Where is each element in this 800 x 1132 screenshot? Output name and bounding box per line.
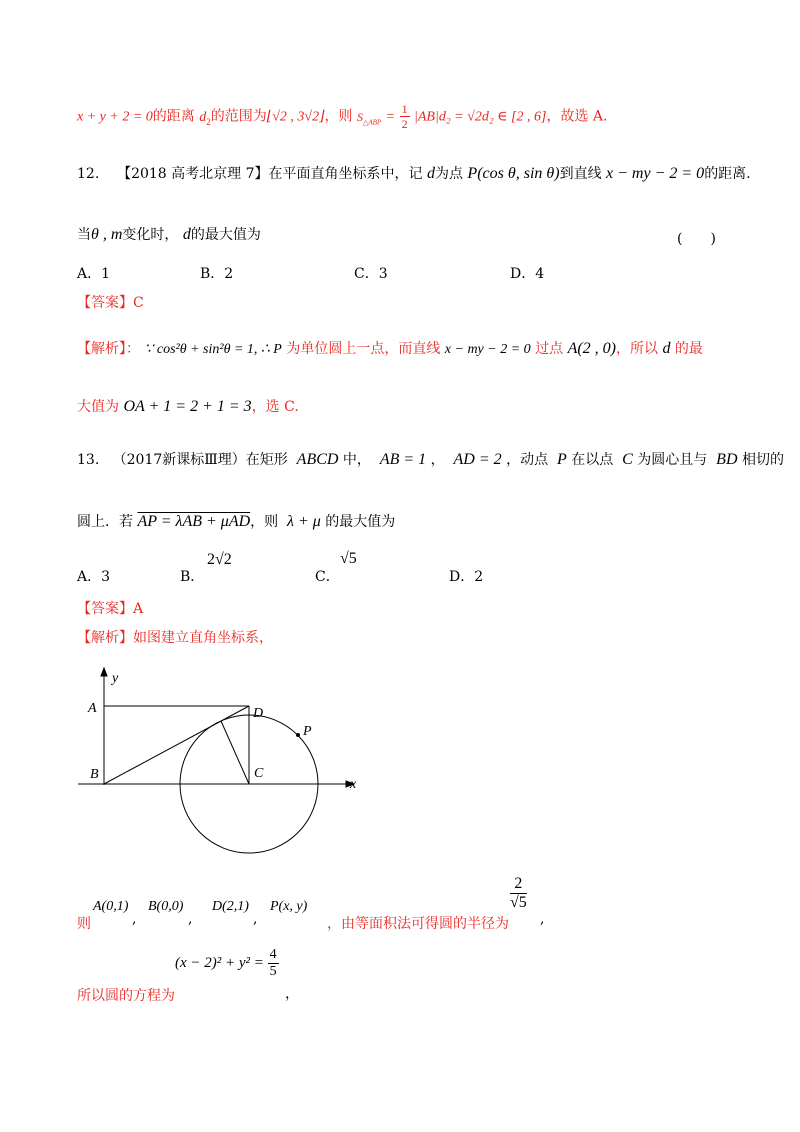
label-d: D [253,706,264,721]
then-label: 则 [77,916,91,932]
q13-option-d: D．2 [449,569,484,585]
var-d2: $d_2$ [199,109,211,127]
range: ⌊√2 , 3√2⌋ [266,109,325,125]
q12-analysis-line1: 【解析】： ∵ cos²θ + sin²θ = 1, ∴ P 为单位圆上一点，而直线 x − my − 2 = 0 过点 A(2 , 0)，所以 d 的最 [77,340,703,357]
q12-option-d: D．4 [510,266,545,282]
q12-analysis-line2: 大值为 OA + 1 = 2 + 1 = 3，选 C. [77,398,299,415]
q13-line1: 13. （2017新课标Ⅲ理）在矩形 ABCD 中， AB = 1 ， AD = 2 ，动点 P 在以点 C 为圆心且与 BD 相切的 [77,451,784,468]
area-expression: |AB|d₂ = √2d₂ ∈ [2 , 6] [414,109,547,125]
q13-option-c-value: √5 [340,550,357,567]
label-y: y [112,671,119,686]
question-source: 【2018 高考北京理 7】 [117,166,269,182]
label-c: C [254,766,264,781]
label-b: B [90,767,99,782]
prev-solution-line: x + y + 2 = 0的距离 $d_2$的范围为⌊√2 , 3√2⌋，则 $S_{\triangle ABP}$ = $\frac{1}{2}$ |AB|d₂ = √2d₂ ∈ [2 , 6]，故选 A. [77,102,608,131]
label-x: x [350,777,357,792]
coord-a: A(0,1) [93,899,129,914]
vector-equation: AP = λAB + μAD [137,513,251,530]
q13-option-a: A．3 [77,569,111,585]
q12-line2: 当θ , m变化时， d的最大值为 [77,226,261,243]
q13-option-c: C． [315,569,340,585]
question-source: （2017新课标Ⅲ理） [112,452,246,468]
formula-line-eq: x + y + 2 = 0 [77,109,153,125]
text: 的距离 [152,108,195,125]
question-number: 12. [77,166,100,182]
coord-p: P(x, y) [270,899,308,914]
coord-b: B(0,0) [148,899,184,914]
q13-analysis: 【解析】如图建立直角坐标系， [77,630,273,646]
radius-fraction: $\frac{2}{√5}$ [510,875,527,911]
q12-answer: 【答案】C [77,295,144,311]
label-p: P [303,724,312,739]
text: ，故选 A. [546,108,608,125]
radius-text: ，由等面积法可得圆的半径为 [327,916,509,932]
point-p: P(cos θ, sin θ) [467,165,560,182]
half-fraction: $\frac{1}{2}$ [401,102,408,131]
coordinate-figure [0,660,800,860]
q12-option-c: C．3 [354,266,388,282]
text: 的范围为 [210,108,267,125]
label-a: A [88,701,97,716]
q13-option-b-value: 2√2 [207,551,232,568]
q13-answer: 【答案】A [77,601,144,617]
q12-option-b: B．2 [200,266,234,282]
coord-d: D(2,1) [212,899,249,914]
q13-option-b: B． [180,569,205,585]
q13-line2: 圆上．若 AP = λAB + μAD，则 λ + μ 的最大值为 [77,513,396,530]
text: ，则 [324,108,353,125]
line-equation: x − my − 2 = 0 [606,165,705,182]
area-symbol: $S_{\triangle ABP}$ [356,109,382,126]
circle-equation: (x − 2)² + y² = $\frac{4}{5}$ [175,947,277,979]
q12-line1: 12. 【2018 高考北京理 7】在平面直角坐标系中，记 d为点 P(cos θ, sin θ)到直线 x − my − 2 = 0的距离. [77,165,751,182]
q12-option-a: A．1 [77,266,111,282]
so-text: 所以圆的方程为 [77,988,175,1004]
answer-paren: ( ) [677,231,716,247]
